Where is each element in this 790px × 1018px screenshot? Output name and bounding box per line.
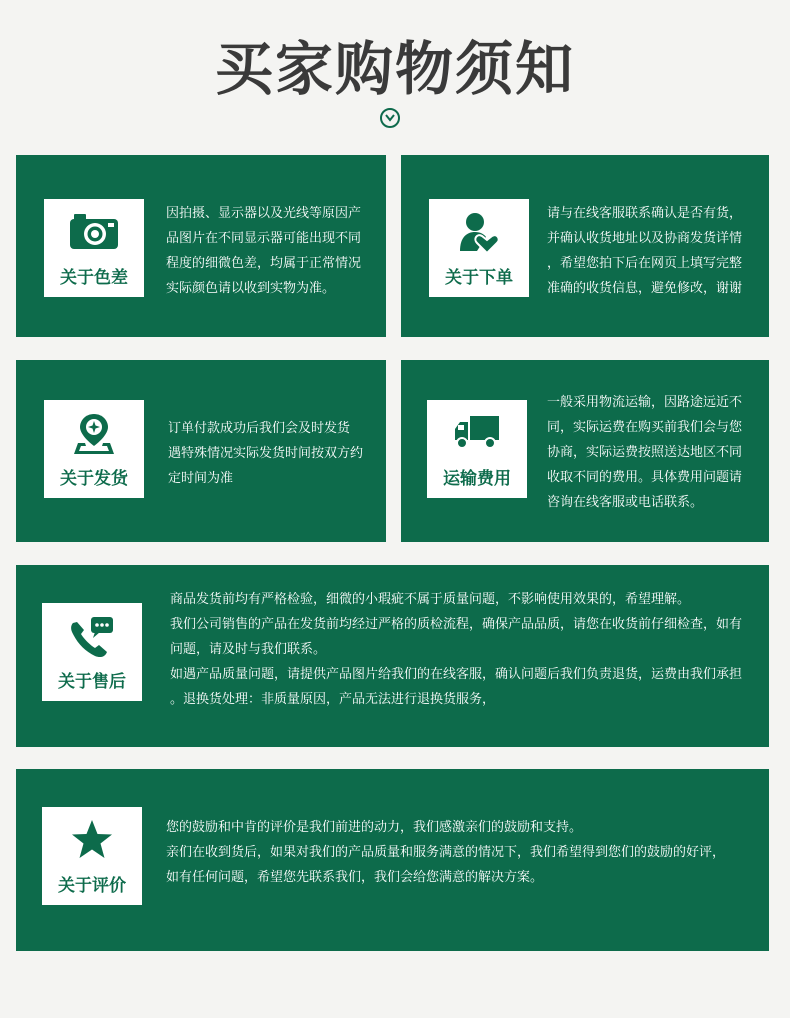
freight-label: 运输费用 — [443, 469, 511, 489]
text-line: ，希望您拍下后在网页上填写完整 — [547, 256, 743, 271]
shipping-panel — [16, 360, 386, 542]
text-line: 准确的收货信息，避免修改，谢谢 — [547, 281, 743, 296]
text-line: 亲们在收到货后，如果对我们的产品质量和服务满意的情况下，我们希望得到您们的鼓励的好评， — [166, 845, 726, 860]
color-diff-label: 关于色差 — [60, 268, 128, 288]
shipping-badge — [44, 400, 144, 498]
text-line: 一般采用物流运输，因路途远近不 — [547, 395, 743, 410]
text-line: 品图片在不同显示器可能出现不同 — [166, 231, 362, 246]
text-line: 如遇产品质量问题，请提供产品图片给我们的在线客服，确认问题后我们负责退货，运费由我们承担 — [170, 667, 743, 682]
freight-badge — [427, 400, 527, 498]
freight-panel — [401, 360, 769, 542]
ordering-panel — [401, 155, 769, 337]
text-line: 收取不同的费用。具体费用问题请 — [547, 470, 743, 485]
freight-text — [547, 390, 742, 515]
ordering-badge — [429, 199, 529, 297]
text-line: 定时间为准 — [168, 471, 234, 486]
text-line: 同，实际运费在购买前我们会与您 — [547, 420, 743, 435]
text-line: 。退换货处理：非质量原因，产品无法进行退换货服务， — [170, 692, 496, 707]
text-line: 遇特殊情况实际发货时间按双方约 — [168, 446, 364, 461]
review-label: 关于评价 — [58, 876, 126, 896]
review-badge — [42, 807, 142, 905]
aftersale-label: 关于售后 — [58, 672, 126, 692]
page-title: 买家购物须知 — [214, 35, 575, 103]
text-line: 如有任何问题，希望您先联系我们，我们会给您满意的解决方案。 — [166, 870, 544, 885]
text-line: 实际颜色请以收到实物为准。 — [166, 281, 336, 296]
text-line: 咨询在线客服或电话联系。 — [547, 495, 704, 510]
text-line: 并确认收货地址以及协商发货详情 — [547, 231, 743, 246]
text-line: 我们公司销售的产品在发货前均经过严格的质检流程，确保产品品质，请您在收货前仔细检查，如有 — [170, 617, 743, 632]
review-panel — [16, 769, 769, 951]
text-line: 问题，请及时与我们联系。 — [170, 642, 327, 657]
review-text — [166, 815, 725, 890]
shipping-text — [168, 416, 363, 491]
camera-icon — [44, 211, 144, 255]
phone-chat-icon — [42, 615, 142, 663]
color-diff-panel — [16, 155, 386, 337]
text-line: 因拍摄、显示器以及光线等原因产 — [166, 206, 362, 221]
color-diff-badge — [44, 199, 144, 297]
star-icon — [42, 819, 142, 865]
location-pin-icon — [44, 412, 144, 460]
text-line: 商品发货前均有严格检验，细微的小瑕疵不属于质量问题，不影响使用效果的，希望理解。 — [170, 592, 691, 607]
text-line: 订单付款成功后我们会及时发货 — [168, 421, 351, 436]
chevron-down-icon — [380, 108, 400, 128]
color-diff-text — [166, 201, 361, 301]
text-line: 请与在线客服联系确认是否有货， — [547, 206, 743, 221]
shipping-label: 关于发货 — [60, 469, 128, 489]
aftersale-text — [170, 587, 742, 712]
text-line: 您的鼓励和中肯的评价是我们前进的动力，我们感激亲们的鼓励和支持。 — [166, 820, 583, 835]
ordering-text — [547, 201, 742, 301]
truck-icon — [427, 412, 527, 456]
aftersale-panel — [16, 565, 769, 747]
text-line: 协商，实际运费按照送达地区不同 — [547, 445, 743, 460]
user-heart-icon — [429, 211, 529, 259]
aftersale-badge — [42, 603, 142, 701]
ordering-label: 关于下单 — [445, 268, 513, 288]
text-line: 程度的细微色差，均属于正常情况 — [166, 256, 362, 271]
